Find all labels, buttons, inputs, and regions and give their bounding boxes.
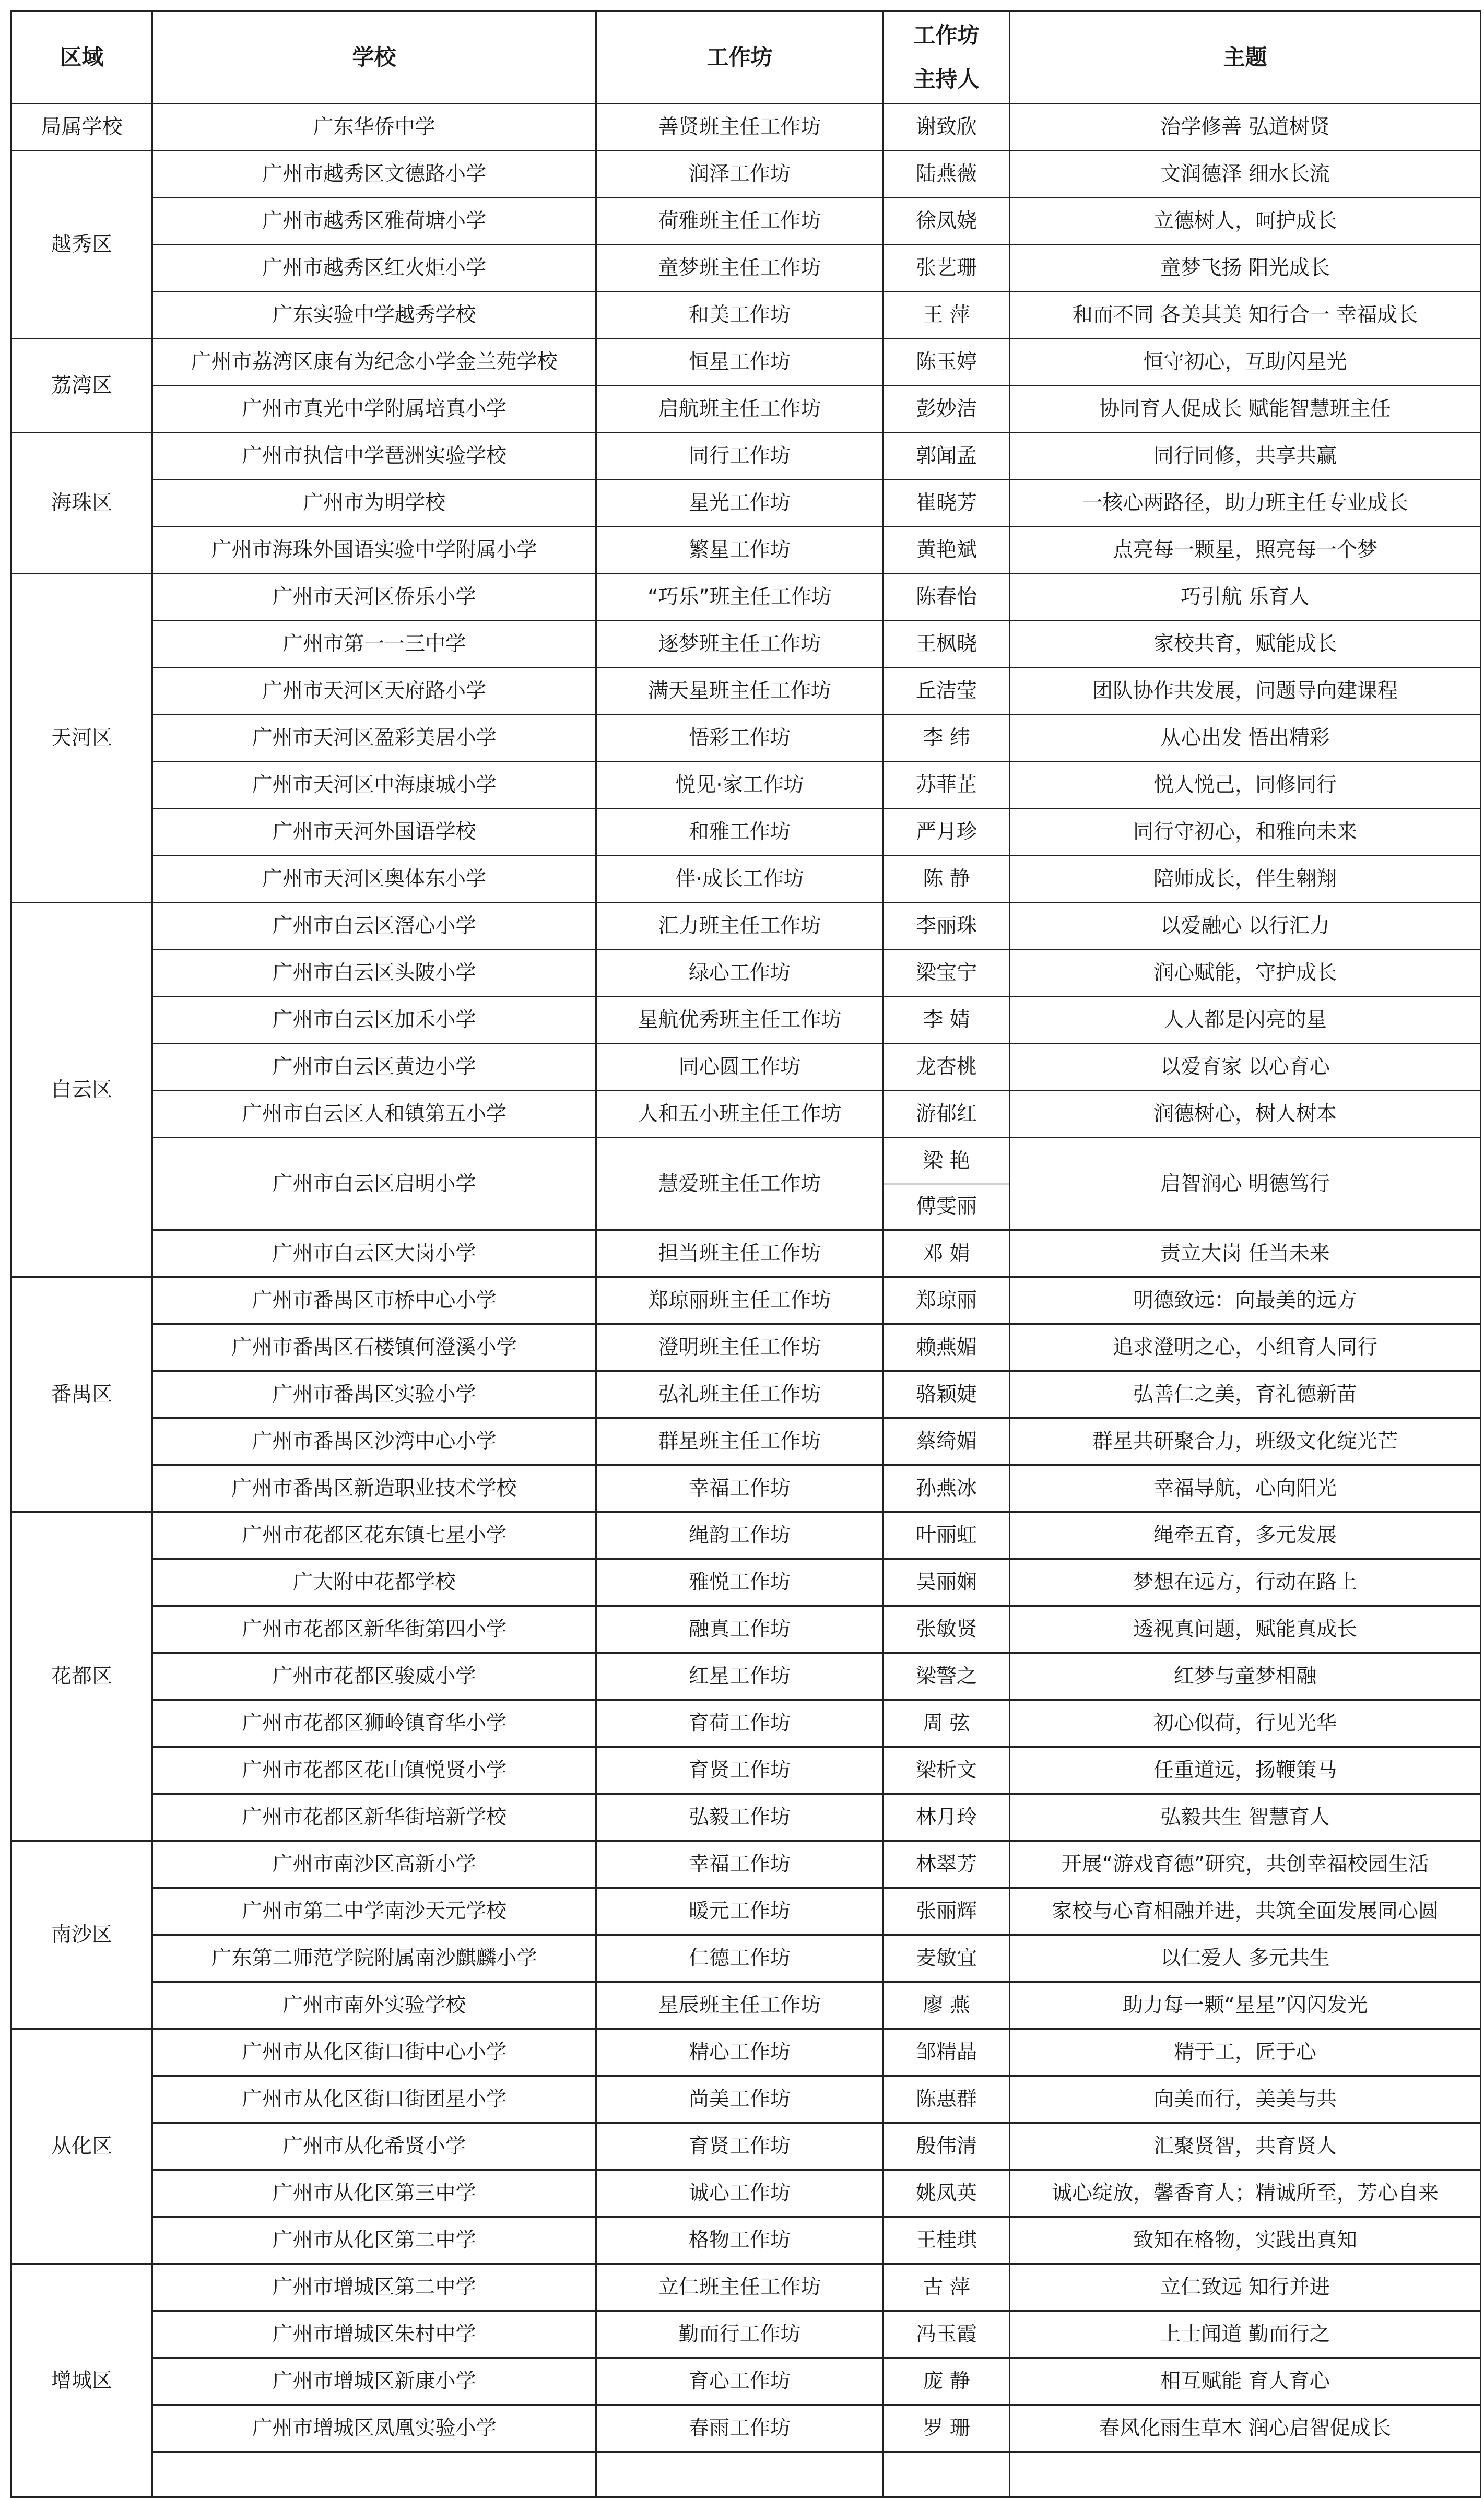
workshop-cell: 弘礼班主任工作坊 [596,1371,884,1418]
workshop-cell: 红星工作坊 [596,1653,884,1700]
theme-cell: 明德致远：向最美的远方 [1010,1277,1481,1324]
workshop-cell: 童梦班主任工作坊 [596,245,884,292]
workshop-cell: 诚心工作坊 [596,2170,884,2217]
header-school: 学校 [152,11,596,104]
region-cell: 海珠区 [11,433,152,574]
table-row [11,1747,1481,1794]
host-cell: 庞 静 [884,2358,1010,2405]
table-row [11,903,1481,950]
school-cell: 广州市增城区第二中学 [152,2264,596,2311]
school-cell: 广州市南沙区高新小学 [152,1841,596,1888]
school-cell: 广州市番禺区沙湾中心小学 [152,1418,596,1465]
workshop-cell: 澄明班主任工作坊 [596,1324,884,1371]
empty-cell [596,2452,884,2497]
workshop-cell: 春雨工作坊 [596,2405,884,2452]
host-cell: 古 萍 [884,2264,1010,2311]
table-row-cutoff [11,2452,1481,2497]
host-cell: 梁析文 [884,1747,1010,1794]
theme-cell: 家校与心育相融并进，共筑全面发展同心圆 [1010,1888,1481,1935]
header-theme: 主题 [1010,11,1481,104]
table-row [11,809,1481,856]
host-cell: 张丽辉 [884,1888,1010,1935]
table-row [11,950,1481,997]
theme-cell: 和而不同 各美其美 知行合一 幸福成长 [1010,292,1481,339]
theme-cell: 协同育人促成长 赋能智慧班主任 [1010,386,1481,433]
empty-cell [152,2452,596,2497]
table-row [11,1091,1481,1138]
host-cell: 陈春怡 [884,574,1010,621]
workshop-table [10,10,1481,2498]
workshop-cell: 幸福工作坊 [596,1841,884,1888]
host-cell: 林月玲 [884,1794,1010,1841]
host-cell: 龙杏桃 [884,1044,1010,1091]
theme-cell: 以仁爱人 多元共生 [1010,1935,1481,1982]
school-cell: 广州市南外实验学校 [152,1982,596,2029]
table-row [11,1700,1481,1747]
table-row [11,856,1481,903]
host-cell: 王桂琪 [884,2217,1010,2264]
theme-cell: 以爱融心 以行汇力 [1010,903,1481,950]
table-row [11,292,1481,339]
workshop-cell: 汇力班主任工作坊 [596,903,884,950]
school-cell: 广州市为明学校 [152,480,596,527]
host-cell: 李丽珠 [884,903,1010,950]
school-cell: 广州市真光中学附属培真小学 [152,386,596,433]
theme-cell: 任重道远，扬鞭策马 [1010,1747,1481,1794]
host-cell: 廖 燕 [884,1982,1010,2029]
school-cell: 广州市从化区街口街中心小学 [152,2029,596,2076]
workshop-cell: 绿心工作坊 [596,950,884,997]
host-cell: 张艺珊 [884,245,1010,292]
school-cell: 广州市天河区侨乐小学 [152,574,596,621]
workshop-cell: 恒星工作坊 [596,339,884,386]
theme-cell: 文润德泽 细水长流 [1010,151,1481,198]
school-cell: 广州市番禺区实验小学 [152,1371,596,1418]
table-row [11,1512,1481,1559]
host-cell: 郭闻孟 [884,433,1010,480]
workshop-cell: 和雅工作坊 [596,809,884,856]
theme-cell: 点亮每一颗星，照亮每一个梦 [1010,527,1481,574]
theme-cell: 红梦与童梦相融 [1010,1653,1481,1700]
theme-cell: 相互赋能 育人育心 [1010,2358,1481,2405]
theme-cell: 巧引航 乐育人 [1010,574,1481,621]
workshop-cell: 悦见·家工作坊 [596,762,884,809]
theme-cell: 人人都是闪亮的星 [1010,997,1481,1044]
table-row [11,2405,1481,2452]
school-cell: 广州市增城区凤凰实验小学 [152,2405,596,2452]
table-row [11,762,1481,809]
host-cell: 崔晓芳 [884,480,1010,527]
host-cell: 徐凤娆 [884,198,1010,245]
table-row [11,1371,1481,1418]
host-cell: 郑琼丽 [884,1277,1010,1324]
workshop-cell: 融真工作坊 [596,1606,884,1653]
host-cell: 赖燕媚 [884,1324,1010,1371]
theme-cell: 梦想在远方，行动在路上 [1010,1559,1481,1606]
region-cell: 局属学校 [11,104,152,151]
workshop-cell: 育心工作坊 [596,2358,884,2405]
school-cell: 广州市第二中学南沙天元学校 [152,1888,596,1935]
empty-cell [884,2452,1010,2497]
table-row [11,1888,1481,1935]
school-cell: 广州市越秀区红火炬小学 [152,245,596,292]
theme-cell: 同行同修，共享共赢 [1010,433,1481,480]
school-cell: 广州市白云区滘心小学 [152,903,596,950]
host-cell: 周 弦 [884,1700,1010,1747]
table-row [11,198,1481,245]
school-cell: 广州市第一一三中学 [152,621,596,668]
school-cell: 广州市海珠外国语实验中学附属小学 [152,527,596,574]
theme-cell: 群星共研聚合力，班级文化绽光芒 [1010,1418,1481,1465]
region-cell: 从化区 [11,2029,152,2264]
table-row [11,1559,1481,1606]
theme-cell: 追求澄明之心，小组育人同行 [1010,1324,1481,1371]
theme-cell: 诚心绽放，馨香育人；精诚所至，芳心自来 [1010,2170,1481,2217]
region-cell: 荔湾区 [11,339,152,433]
school-cell: 广州市天河区中海康城小学 [152,762,596,809]
school-cell: 广州市白云区大岗小学 [152,1230,596,1277]
school-cell: 广州市白云区黄边小学 [152,1044,596,1091]
school-cell: 广州市越秀区文德路小学 [152,151,596,198]
table-row [11,2358,1481,2405]
school-cell: 广州市越秀区雅荷塘小学 [152,198,596,245]
table-row [11,1230,1481,1277]
school-cell: 广州市白云区人和镇第五小学 [152,1091,596,1138]
header-host-line2: 主持人 [913,66,980,92]
table-row [11,2170,1481,2217]
school-cell: 广州市花都区骏威小学 [152,1653,596,1700]
host-cell: 邹精晶 [884,2029,1010,2076]
host-cell: 冯玉霞 [884,2311,1010,2358]
theme-cell: 初心似荷，行见光华 [1010,1700,1481,1747]
theme-cell: 透视真问题，赋能真成长 [1010,1606,1481,1653]
host-cell: 黄艳斌 [884,527,1010,574]
host-cell: 王枫晓 [884,621,1010,668]
region-cell: 南沙区 [11,1841,152,2029]
theme-cell: 家校共育，赋能成长 [1010,621,1481,668]
workshop-cell: 勤而行工作坊 [596,2311,884,2358]
host-cell: 陈玉婷 [884,339,1010,386]
host-cell: 梁警之 [884,1653,1010,1700]
table-row [11,386,1481,433]
theme-cell: 汇聚贤智，共育贤人 [1010,2123,1481,2170]
host-cell: 李 纬 [884,715,1010,762]
table-row [11,668,1481,715]
table-row [11,2311,1481,2358]
header-row [11,11,1481,104]
school-cell: 广州市白云区头陂小学 [152,950,596,997]
host-cell: 游郁红 [884,1091,1010,1138]
school-cell: 广州市花都区花东镇七星小学 [152,1512,596,1559]
school-cell: 广州市增城区新康小学 [152,2358,596,2405]
theme-cell: 绳牵五育，多元发展 [1010,1512,1481,1559]
header-workshop: 工作坊 [596,11,884,104]
table-row [11,1044,1481,1091]
theme-cell: 精于工，匠于心 [1010,2029,1481,2076]
workshop-cell: 育贤工作坊 [596,2123,884,2170]
host-cell: 孙燕冰 [884,1465,1010,1512]
table-row [11,2217,1481,2264]
workshop-cell: 伴·成长工作坊 [596,856,884,903]
workshop-cell: 幸福工作坊 [596,1465,884,1512]
table-row [11,715,1481,762]
table-row [11,2029,1481,2076]
theme-cell: 同行守初心，和雅向未来 [1010,809,1481,856]
school-cell: 广东华侨中学 [152,104,596,151]
theme-cell: 治学修善 弘道树贤 [1010,104,1481,151]
theme-cell: 团队协作共发展，问题导向建课程 [1010,668,1481,715]
region-cell: 增城区 [11,2264,152,2497]
workshop-cell: 精心工作坊 [596,2029,884,2076]
host-cell: 邓 娟 [884,1230,1010,1277]
table-row [11,1606,1481,1653]
table-row [11,1935,1481,1982]
workshop-cell: 育贤工作坊 [596,1747,884,1794]
table-row [11,151,1481,198]
region-cell: 白云区 [11,903,152,1277]
table-row [11,1982,1481,2029]
workshop-cell: 逐梦班主任工作坊 [596,621,884,668]
table-row [11,104,1481,151]
theme-cell: 润德树心，树人树本 [1010,1091,1481,1138]
header-host-line1: 工作坊 [913,22,980,48]
host-cell: 陆燕薇 [884,151,1010,198]
table-row [11,1418,1481,1465]
school-cell: 广州市花都区狮岭镇育华小学 [152,1700,596,1747]
table-row [11,1465,1481,1512]
table-row [11,1324,1481,1371]
table-row [11,621,1481,668]
host-cell: 吴丽娴 [884,1559,1010,1606]
school-cell: 广州市天河区盈彩美居小学 [152,715,596,762]
table-row [11,2076,1481,2123]
region-cell: 番禺区 [11,1277,152,1512]
workshop-cell: 荷雅班主任工作坊 [596,198,884,245]
theme-cell: 一核心两路径，助力班主任专业成长 [1010,480,1481,527]
table-row [11,1277,1481,1324]
theme-cell: 向美而行，美美与共 [1010,2076,1481,2123]
host-cell: 骆颖婕 [884,1371,1010,1418]
workshop-cell: 尚美工作坊 [596,2076,884,2123]
theme-cell: 启智润心 明德笃行 [1010,1138,1481,1230]
theme-cell: 童梦飞扬 阳光成长 [1010,245,1481,292]
school-cell: 广州市番禺区石楼镇何澄溪小学 [152,1324,596,1371]
theme-cell: 助力每一颗“星星”闪闪发光 [1010,1982,1481,2029]
host-cell: 严月珍 [884,809,1010,856]
region-cell: 天河区 [11,574,152,903]
workshop-cell: 星辰班主任工作坊 [596,1982,884,2029]
table-row [11,1138,1481,1230]
workshop-cell: 暖元工作坊 [596,1888,884,1935]
workshop-cell: 雅悦工作坊 [596,1559,884,1606]
theme-cell: 立仁致远 知行并进 [1010,2264,1481,2311]
workshop-cell: 弘毅工作坊 [596,1794,884,1841]
table-row [11,1841,1481,1888]
school-cell: 广州市增城区朱村中学 [152,2311,596,2358]
workshop-cell: “巧乐”班主任工作坊 [596,574,884,621]
theme-cell: 开展“游戏育德”研究，共创幸福校园生活 [1010,1841,1481,1888]
table-row [11,480,1481,527]
theme-cell: 致知在格物，实践出真知 [1010,2217,1481,2264]
theme-cell: 陪师成长，伴生翱翔 [1010,856,1481,903]
host-cell: 姚凤英 [884,2170,1010,2217]
header-region: 区域 [11,11,152,104]
host-name: 梁 艳 [923,1149,970,1173]
workshop-cell: 格物工作坊 [596,2217,884,2264]
host-cell: 殷伟清 [884,2123,1010,2170]
workshop-cell: 同行工作坊 [596,433,884,480]
school-cell: 广州市从化区第二中学 [152,2217,596,2264]
school-cell: 广州市番禺区新造职业技术学校 [152,1465,596,1512]
school-cell: 广州市从化希贤小学 [152,2123,596,2170]
workshop-cell: 悟彩工作坊 [596,715,884,762]
host-cell: 蔡绮媚 [884,1418,1010,1465]
theme-cell: 悦人悦己，同修同行 [1010,762,1481,809]
host-cell: 张敏贤 [884,1606,1010,1653]
workshop-cell: 同心圆工作坊 [596,1044,884,1091]
theme-cell: 春风化雨生草木 润心启智促成长 [1010,2405,1481,2452]
workshop-cell: 满天星班主任工作坊 [596,668,884,715]
workshop-cell: 润泽工作坊 [596,151,884,198]
host-cell: 丘洁莹 [884,668,1010,715]
table-row [11,527,1481,574]
workshop-cell: 善贤班主任工作坊 [596,104,884,151]
workshop-cell: 星光工作坊 [596,480,884,527]
theme-cell: 润心赋能，守护成长 [1010,950,1481,997]
theme-cell: 恒守初心，互助闪星光 [1010,339,1481,386]
host-cell: 梁宝宁 [884,950,1010,997]
table-row [11,2123,1481,2170]
table-body [11,104,1481,2497]
table-row [11,574,1481,621]
table-row [11,339,1481,386]
table-row [11,997,1481,1044]
theme-cell: 上士闻道 勤而行之 [1010,2311,1481,2358]
theme-cell: 从心出发 悟出精彩 [1010,715,1481,762]
region-cell: 越秀区 [11,151,152,339]
workshop-cell: 星航优秀班主任工作坊 [596,997,884,1044]
school-cell: 广州市从化区第三中学 [152,2170,596,2217]
school-cell: 广州市花都区新华街第四小学 [152,1606,596,1653]
host-name: 傅雯丽 [884,1183,1009,1229]
table-row [11,433,1481,480]
theme-cell: 弘善仁之美，育礼德新苗 [1010,1371,1481,1418]
host-cell: 陈惠群 [884,2076,1010,2123]
school-cell: 广州市执信中学琶洲实验学校 [152,433,596,480]
theme-cell: 以爱育家 以心育心 [1010,1044,1481,1091]
school-cell: 广州市花都区花山镇悦贤小学 [152,1747,596,1794]
workshop-cell: 启航班主任工作坊 [596,386,884,433]
theme-cell: 弘毅共生 智慧育人 [1010,1794,1481,1841]
workshop-cell: 群星班主任工作坊 [596,1418,884,1465]
workshop-cell: 仁德工作坊 [596,1935,884,1982]
workshop-cell: 和美工作坊 [596,292,884,339]
host-cell: 陈 静 [884,856,1010,903]
host-cell: 李 婧 [884,997,1010,1044]
table-row [11,2264,1481,2311]
host-cell: 麦敏宜 [884,1935,1010,1982]
workshop-cell: 育荷工作坊 [596,1700,884,1747]
workshop-cell: 担当班主任工作坊 [596,1230,884,1277]
school-cell: 广州市花都区新华街培新学校 [152,1794,596,1841]
workshop-cell: 立仁班主任工作坊 [596,2264,884,2311]
theme-cell: 立德树人，呵护成长 [1010,198,1481,245]
theme-cell: 责立大岗 任当未来 [1010,1230,1481,1277]
host-cell: 彭妙洁 [884,386,1010,433]
table-row [11,1794,1481,1841]
school-cell: 广州市番禺区市桥中心小学 [152,1277,596,1324]
school-cell: 广州市从化区街口街团星小学 [152,2076,596,2123]
host-cell: 罗 珊 [884,2405,1010,2452]
workshop-cell: 人和五小班主任工作坊 [596,1091,884,1138]
school-cell: 广东第二师范学院附属南沙麒麟小学 [152,1935,596,1982]
host-cell: 苏菲芷 [884,762,1010,809]
workshop-cell: 繁星工作坊 [596,527,884,574]
host-cell: 叶丽虹 [884,1512,1010,1559]
region-cell: 花都区 [11,1512,152,1841]
school-cell: 广州市天河区奥体东小学 [152,856,596,903]
workshop-cell: 郑琼丽班主任工作坊 [596,1277,884,1324]
empty-cell [1010,2452,1481,2497]
theme-cell: 幸福导航，心向阳光 [1010,1465,1481,1512]
school-cell: 广州市白云区启明小学 [152,1138,596,1230]
school-cell: 广东实验中学越秀学校 [152,292,596,339]
workshop-cell: 慧爱班主任工作坊 [596,1138,884,1230]
school-cell: 广州市白云区加禾小学 [152,997,596,1044]
host-cell [884,1138,1010,1230]
host-cell: 谢致欣 [884,104,1010,151]
school-cell: 广州市天河外国语学校 [152,809,596,856]
school-cell: 广州市荔湾区康有为纪念小学金兰苑学校 [152,339,596,386]
host-cell: 王 萍 [884,292,1010,339]
table-row [11,1653,1481,1700]
header-host [884,11,1010,104]
host-cell: 林翠芳 [884,1841,1010,1888]
school-cell: 广大附中花都学校 [152,1559,596,1606]
table-row [11,245,1481,292]
workshop-cell: 绳韵工作坊 [596,1512,884,1559]
school-cell: 广州市天河区天府路小学 [152,668,596,715]
